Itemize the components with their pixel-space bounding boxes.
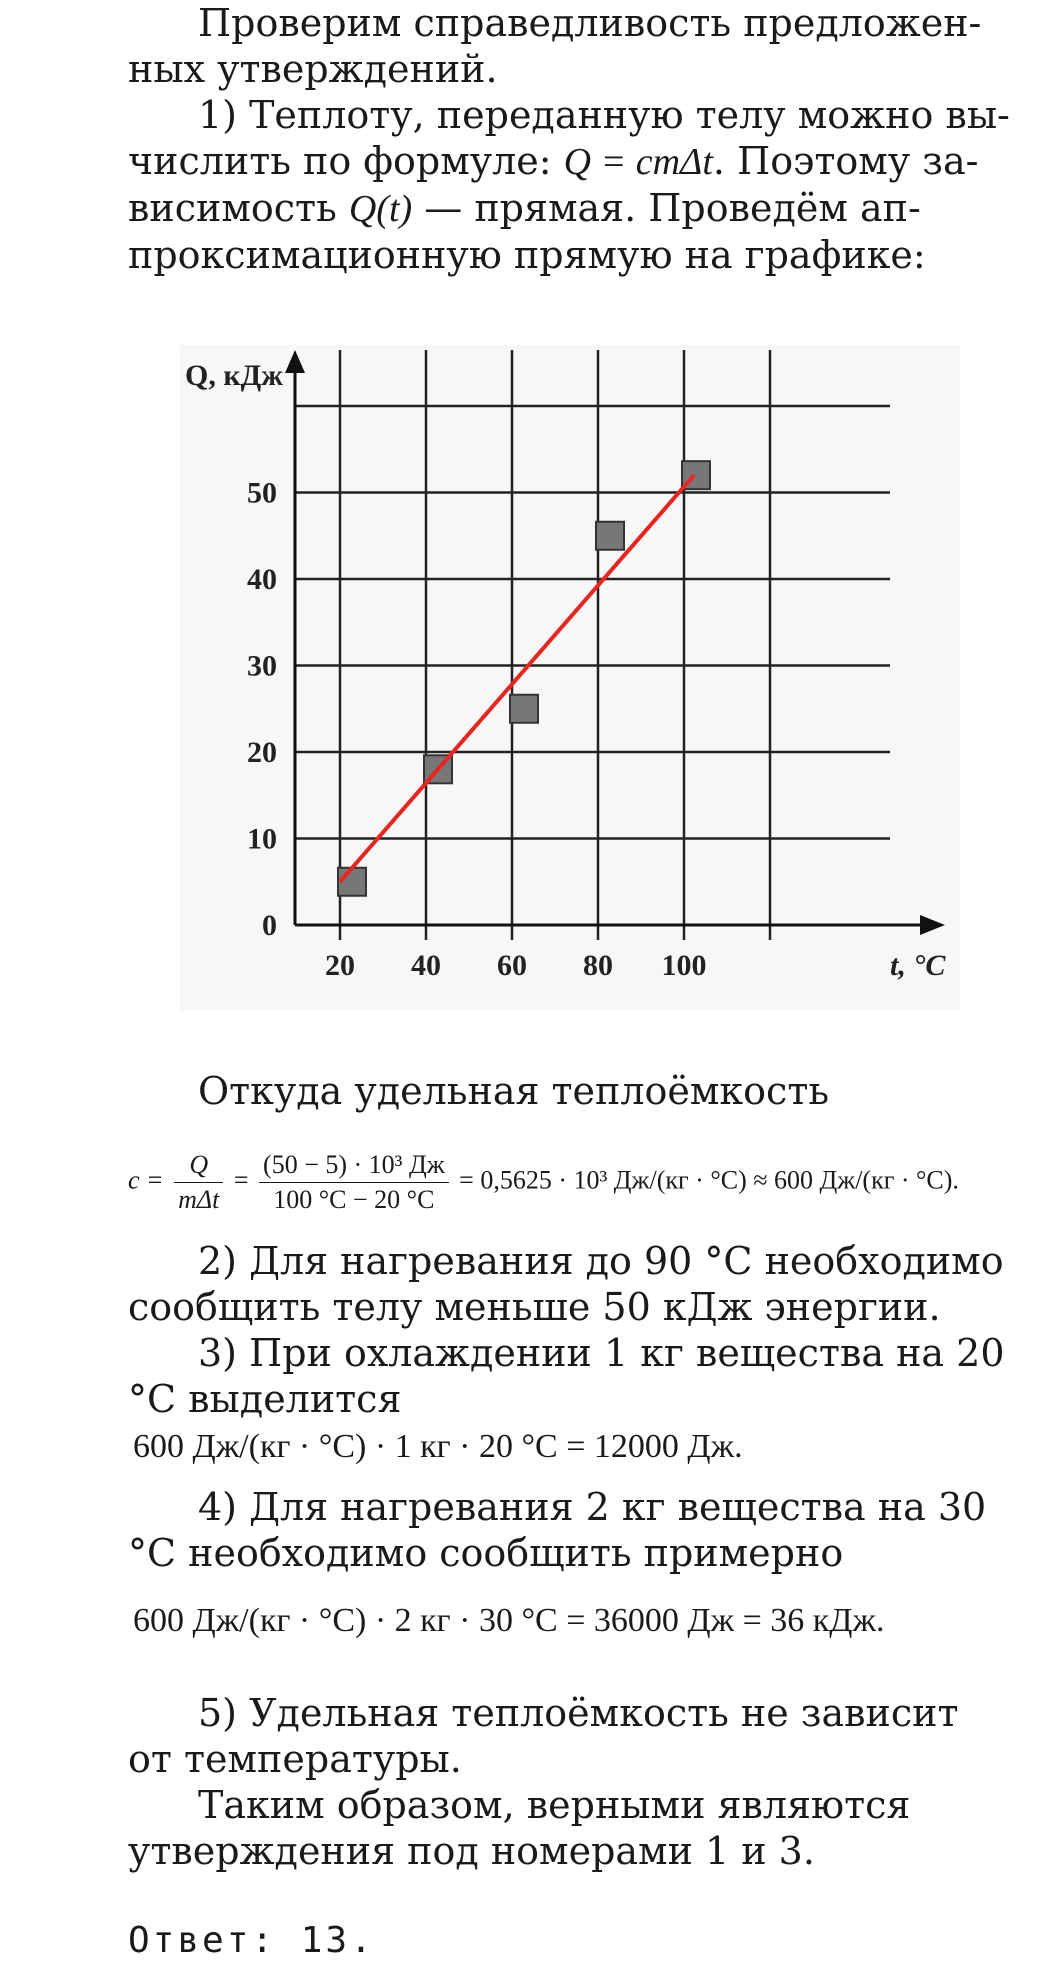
item1-line-3: [128, 185, 1018, 232]
heat-frac-2-num: (50 − 5) · 10³ Дж: [259, 1150, 449, 1183]
conclusion-line-1: Таким образом, верными являются: [198, 1783, 911, 1827]
heat-result: = 0,5625 · 10³ Дж/(кг · °C) ≈ 600 Дж/(кг · °C).: [459, 1165, 959, 1195]
heat-frac-2-den: 100 °C − 20 °C: [273, 1185, 435, 1214]
answer: Ответ: 13.: [128, 1920, 375, 1961]
heat-text: Откуда удельная теплоёмкость: [198, 1069, 830, 1113]
item3-paragraph: [128, 1330, 1018, 1422]
y-tick-label: 10: [247, 822, 277, 856]
item3-formula: 600 Дж/(кг · °C) · 1 кг · 20 °C = 12000 Дж.: [133, 1428, 743, 1465]
x-tick-label: 100: [661, 949, 707, 982]
item1-paragraph: [128, 92, 1018, 278]
heat-frac-2: [259, 1150, 449, 1215]
x-tick-label: 20: [325, 949, 355, 982]
item2-line-2: сообщить телу меньше 50 кДж энергии.: [128, 1285, 941, 1329]
item4-line-1: 4) Для нагревания 2 кг вещества на 30: [198, 1485, 987, 1529]
heat-eq-2: =: [233, 1165, 249, 1195]
y-tick-label: 30: [247, 649, 277, 683]
item1-text-d: висимость: [128, 186, 349, 230]
x-tick-label: 60: [497, 949, 527, 982]
intro-line-1: Проверим справедливость предложен-: [198, 1, 982, 45]
item4-paragraph: [128, 1484, 1018, 1576]
y-tick-label: 50: [247, 476, 277, 510]
heat-frac-1: [174, 1150, 223, 1215]
item5-line-1: 5) Удельная теплоёмкость не зависит: [198, 1691, 959, 1735]
formula-q-cmdt: Q = cmΔt: [563, 141, 713, 183]
item3-line-2: °C выделится: [128, 1377, 402, 1421]
item1-line-2: [128, 138, 1018, 185]
intro-line-2: ных утверждений.: [128, 47, 498, 91]
item2-paragraph: [128, 1238, 1018, 1330]
conclusion-paragraph: [128, 1782, 1018, 1874]
heat-c-eq: c =: [128, 1165, 164, 1195]
item3-line-1: 3) При охлаждении 1 кг вещества на 20: [198, 1331, 1005, 1375]
x-tick-label: 40: [411, 949, 441, 982]
heat-frac-1-num: Q: [174, 1150, 223, 1183]
func-q-t: Q(t): [348, 188, 413, 230]
item5-paragraph: [128, 1690, 1018, 1782]
heat-formula: [128, 1150, 959, 1215]
item4-formula: 600 Дж/(кг · °C) · 2 кг · 30 °C = 36000 Дж = 36 кДж.: [133, 1602, 885, 1639]
item1-text-b: числить по формуле:: [128, 139, 564, 183]
item1-line-4: проксимационную прямую на графике:: [128, 233, 926, 277]
data-point: [510, 695, 538, 723]
data-point: [596, 522, 624, 550]
item1-text-c: . Поэтому за-: [712, 139, 979, 183]
graph-background: [180, 345, 960, 1010]
item1-line-1: 1) Теплоту, переданную телу можно вы-: [198, 93, 1010, 137]
y-tick-label: 20: [247, 736, 277, 769]
item1-text-e: — прямая. Проведём ап-: [412, 186, 921, 230]
item5-line-2: от температуры.: [128, 1737, 462, 1781]
y-tick-label: 40: [247, 563, 277, 596]
y-tick-label: 0: [262, 909, 277, 942]
intro-paragraph: [128, 0, 1018, 92]
heat-frac-1-den: mΔt: [178, 1185, 220, 1214]
item4-line-2: °C необходимо сообщить примерно: [128, 1531, 844, 1575]
y-axis-title: Q, кДж: [185, 359, 284, 392]
item2-line-1: 2) Для нагревания до 90 °C необходимо: [198, 1239, 1004, 1283]
conclusion-line-2: утверждения под номерами 1 и 3.: [128, 1829, 815, 1873]
x-tick-label: 80: [583, 949, 613, 982]
x-axis-title: t, °C: [890, 949, 946, 982]
heat-graph: [180, 345, 960, 1010]
